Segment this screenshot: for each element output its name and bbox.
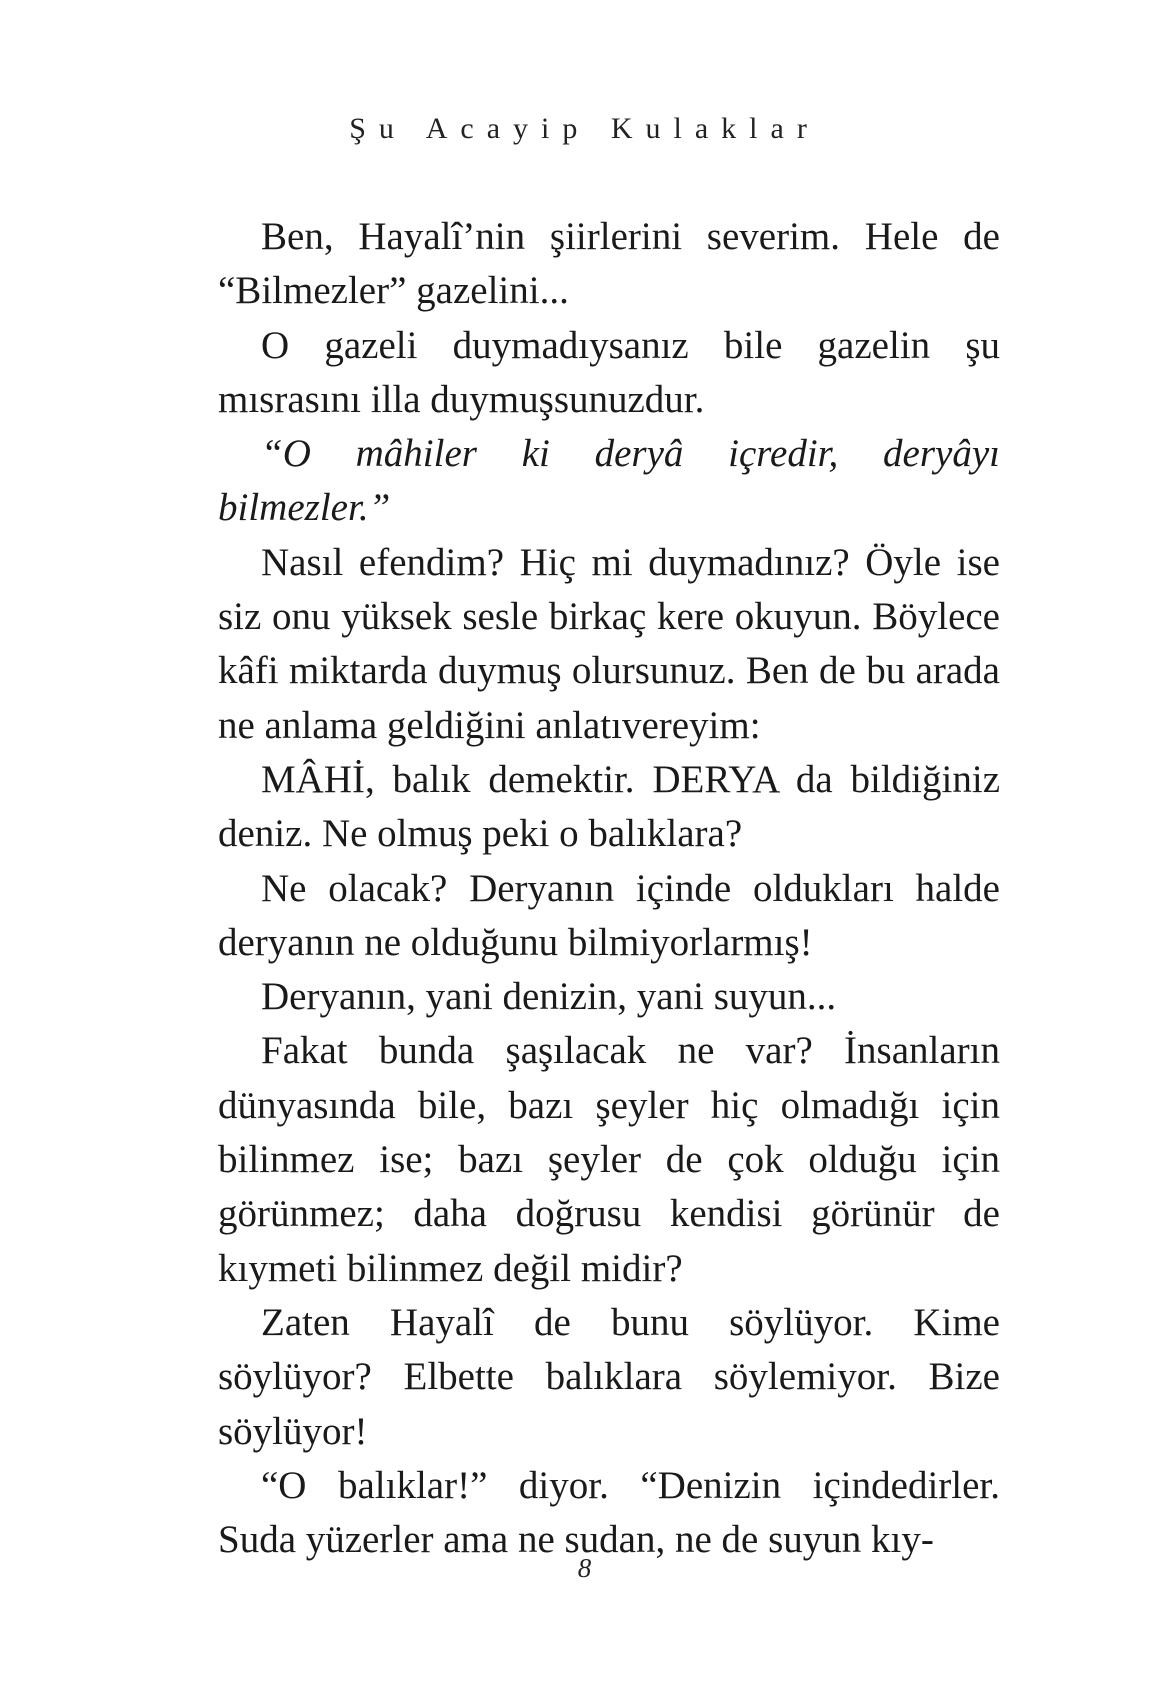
page-number: 8 xyxy=(577,1553,592,1583)
paragraph: MÂHİ, balık demektir. DERYA da bildiğiniz deniz. Ne olmuş peki o balıklara? xyxy=(218,757,1000,856)
paragraph: Fakat bunda şaşılacak ne var? İnsanların dünyasında bile, bazı şeyler hiç olmadığı için bilinmez ise; bazı şeyler de çok olduğu için görünmez; daha doğrusu kendisi görünür de kıymeti bilinmez değil midir? xyxy=(218,1029,1000,1290)
paragraph: Ben, Hayalî’nin şiirlerini severim. Hele de “Bilmezler” gazelini... xyxy=(218,215,1000,313)
body-text xyxy=(218,210,1000,1567)
paragraph: “O balıklar!” diyor. “Denizin içindedirler. Suda yüzerler ama ne sudan, ne de suyun kıy- xyxy=(218,1463,1000,1562)
paragraph: Ne olacak? Deryanın içinde oldukları halde deryanın ne olduğunu bilmiyorlarmış! xyxy=(218,866,1000,964)
paragraph: Deryanın, yani denizin, yani suyun... xyxy=(261,975,837,1019)
verse-quote: “O mâhiler ki deryâ içredir, deryâyı bilmezler.” xyxy=(218,432,1000,530)
paragraph: Zaten Hayalî de bunu söylüyor. Kime söylüyor? Elbette balıklara söylemiyor. Bize söylüyor! xyxy=(218,1300,1000,1453)
running-header-title: Şu Acayip Kulaklar xyxy=(349,112,820,145)
paragraph: Nasıl efendim? Hiç mi duymadınız? Öyle ise siz onu yüksek sesle birkaç kere okuyun. Böylece kâfi miktarda duymuş olursunuz. Ben de bu arada ne anlama geldiğini anlatıvereyim: xyxy=(218,540,1000,747)
paragraph: O gazeli duymadıysanız bile gazelin şu mısrasını illa duymuşsunuzdur. xyxy=(218,323,1000,421)
